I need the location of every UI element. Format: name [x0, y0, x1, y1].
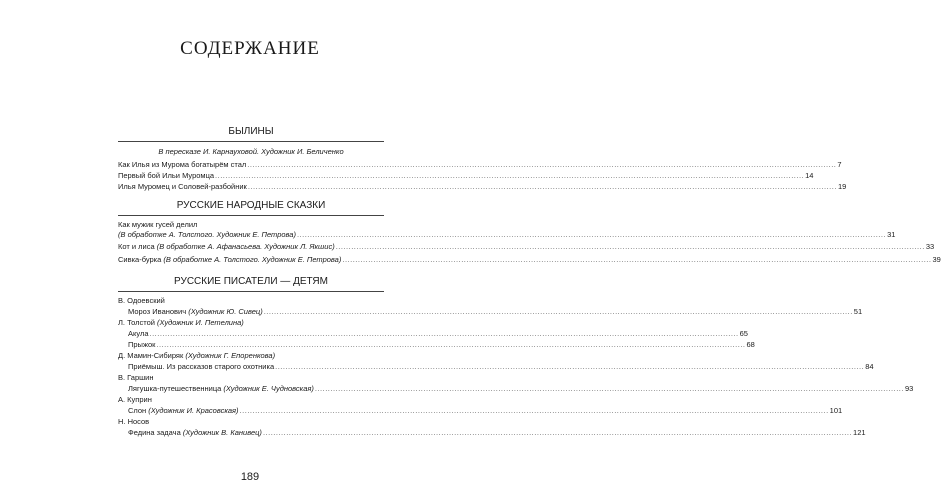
entry-note: (Художник И. Красовская) [148, 406, 239, 415]
section-heading-folk-tales: РУССКИЕ НАРОДНЫЕ СКАЗКИ [176, 200, 326, 211]
toc-entry[interactable] [128, 362, 874, 373]
page-number: 189 [240, 471, 260, 483]
entry-title: Прыжок [128, 340, 156, 349]
leader-dots [263, 428, 852, 437]
section-divider [118, 215, 384, 216]
entry-page: 33 [925, 242, 935, 251]
toc-entry[interactable] [128, 428, 866, 439]
author-name: В. Одоевский [118, 296, 165, 305]
leader-dots [156, 340, 745, 349]
entry-page: 7 [837, 160, 842, 169]
leader-dots [215, 171, 804, 180]
entry-note: (Художник Е. Чудновская) [223, 384, 314, 393]
leader-dots [336, 242, 925, 251]
page-title: СОДЕРЖАНИЕ [180, 38, 320, 59]
leader-dots [264, 307, 853, 316]
entry-title: Слон (Художник И. Красовская) [128, 406, 239, 415]
entry-title: Илья Муромец и Соловей-разбойник [118, 182, 247, 191]
entry-page: 84 [865, 362, 874, 371]
toc-entry[interactable] [128, 329, 748, 340]
author-name: Н. Носов [118, 417, 150, 426]
leader-dots [275, 362, 864, 371]
toc-entry[interactable] [118, 160, 842, 171]
entry-page: 31 [887, 230, 896, 239]
toc-entry[interactable] [118, 255, 941, 266]
author-note: (Художник И. Петелина) [157, 318, 244, 327]
entry-title: Как мужик гусей делил [118, 220, 198, 229]
entry-page: 51 [853, 307, 863, 316]
entry-title: Кот и лиса (В обработке А. Афанасьева. Художник Л. Якшис) [118, 242, 335, 251]
entry-title: Приёмыш. Из рассказов старого охотника [128, 362, 275, 371]
entry-title: Лягушка-путешественница (Художник Е. Чудновская) [128, 384, 314, 393]
leader-dots [150, 329, 739, 338]
section-note: В пересказе И. Карнауховой. Художник И. Беличенко [158, 147, 344, 156]
author-name: Л. Толстой (Художник И. Петелина) [118, 318, 244, 327]
author-name: Д. Мамин-Сибиряк (Художник Г. Епоренкова) [118, 351, 276, 360]
toc-entry[interactable] [118, 230, 896, 241]
section-heading-byliny: БЫЛИНЫ [228, 126, 274, 137]
toc-entry[interactable] [128, 406, 843, 417]
leader-dots [240, 406, 829, 415]
section-divider [118, 141, 384, 142]
leader-dots [248, 182, 837, 191]
author-name: В. Гаршин [118, 373, 154, 382]
author-name: А. Куприн [118, 395, 152, 404]
entry-page: 68 [746, 340, 755, 349]
leader-dots [297, 230, 886, 239]
entry-note: (Художник В. Канивец) [182, 428, 262, 437]
entry-page: 19 [837, 182, 847, 191]
leader-dots [247, 160, 836, 169]
entry-note: (В обработке А. Афанасьева. Художник Л. Якшис) [156, 242, 335, 251]
leader-dots [315, 384, 904, 393]
toc-entry[interactable] [128, 307, 863, 318]
entry-title: Мороз Иванович (Художник Ю. Сивец) [128, 307, 263, 316]
toc-entry[interactable] [118, 182, 847, 193]
entry-note: (В обработке А. Толстого. Художник Е. Петрова) [163, 255, 342, 264]
section-divider [118, 291, 384, 292]
entry-page: 65 [739, 329, 748, 338]
entry-title: Федина задача (Художник В. Канивец) [128, 428, 262, 437]
toc-entry[interactable] [118, 242, 935, 253]
entry-page: 14 [805, 171, 814, 180]
entry-page: 93 [904, 384, 914, 393]
entry-note: (В обработке А. Толстого. Художник Е. Петрова) [118, 230, 296, 239]
entry-title: Первый бой Ильи Муромца [118, 171, 215, 180]
entry-title: Сивка-бурка (В обработке А. Толстого. Художник Е. Петрова) [118, 255, 342, 264]
author-note: (Художник Г. Епоренкова) [185, 351, 276, 360]
toc-entry[interactable] [128, 340, 755, 351]
section-heading-writers: РУССКИЕ ПИСАТЕЛИ — ДЕТЯМ [174, 276, 328, 287]
toc-entry[interactable] [128, 384, 914, 395]
entry-title: Как Илья из Мурома богатырём стал [118, 160, 247, 169]
toc-entry[interactable] [118, 171, 814, 182]
entry-title: Акула [128, 329, 149, 338]
entry-page: 39 [932, 255, 941, 264]
entry-note: (Художник Ю. Сивец) [188, 307, 263, 316]
leader-dots [342, 255, 931, 264]
entry-page: 121 [853, 428, 866, 437]
entry-page: 101 [829, 406, 843, 415]
